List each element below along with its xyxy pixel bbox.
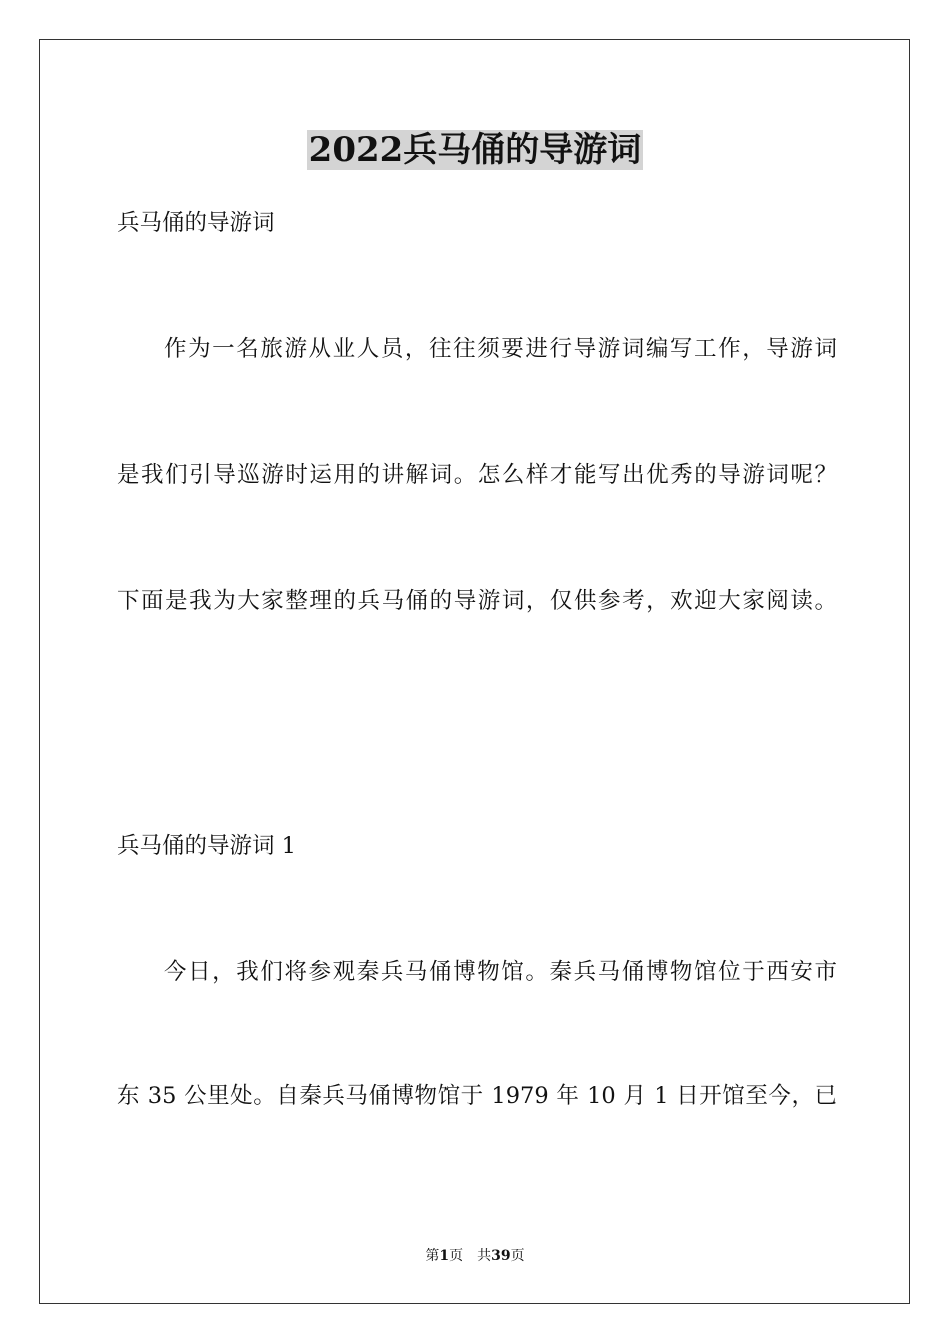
footer-page-prefix: 第 [425, 1248, 440, 1264]
paragraph-line: 今日，我们将参观秦兵马俑博物馆。秦兵马俑博物馆位于西安市 [164, 959, 837, 985]
footer-total-suffix: 页 [510, 1248, 525, 1264]
paragraph-line: 是我们引导巡游时运用的讲解词。怎么样才能写出优秀的导游词呢？ [117, 462, 837, 488]
document-title-text: 2022兵马俑的导游词 [308, 130, 642, 170]
page-footer [0, 1247, 950, 1265]
paragraph-line: 作为一名旅游从业人员，往往须要进行导游词编写工作，导游词 [164, 336, 837, 362]
footer-total-prefix: 共 [477, 1248, 492, 1264]
paragraph-line: 东 35 公里处。自秦兵马俑博物馆于 1979 年 10 月 1 日开馆至今，已 [117, 1083, 837, 1109]
document-title [0, 128, 950, 172]
footer-page-number: 1 [439, 1248, 450, 1264]
paragraph-line: 下面是我为大家整理的兵马俑的导游词，仅供参考，欢迎大家阅读。 [117, 588, 837, 614]
footer-page-suffix: 页 [449, 1248, 464, 1264]
section-heading: 兵马俑的导游词 1 [117, 833, 296, 859]
document-subtitle: 兵马俑的导游词 [117, 210, 275, 236]
footer-total-pages: 39 [491, 1248, 511, 1264]
